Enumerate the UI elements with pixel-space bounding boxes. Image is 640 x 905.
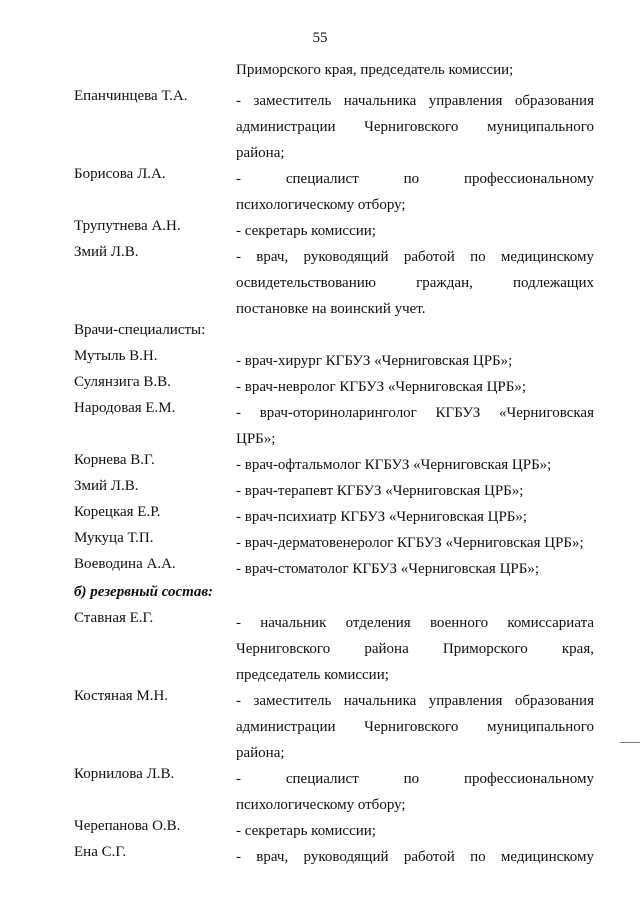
- role-line: - врач-терапевт КГБУЗ «Черниговская ЦРБ»;: [236, 483, 524, 499]
- person-role: [236, 504, 594, 530]
- person-name: Корнева В.Г.: [74, 452, 155, 468]
- role-line: - врач-невролог КГБУЗ «Черниговская ЦРБ»;: [236, 379, 527, 395]
- role-line: района;: [236, 745, 285, 761]
- person-role: [236, 610, 594, 688]
- role-line: психологическому отбору;: [236, 797, 406, 813]
- person-name: Трупутнева А.Н.: [74, 218, 181, 234]
- person-role: [236, 348, 594, 374]
- role-line: психологическому отбору;: [236, 197, 406, 213]
- reserve-heading: б) резервный состав:: [74, 584, 214, 600]
- role-line: - секретарь комиссии;: [236, 823, 376, 839]
- role-line: - начальник отделения военного комиссариата: [236, 615, 594, 631]
- role-line: администрации Черниговского муниципального: [236, 119, 594, 135]
- person-name: Сулянзига В.В.: [74, 374, 171, 390]
- role-line: района;: [236, 145, 285, 161]
- role-line: - врач-стоматолог КГБУЗ «Черниговская ЦРБ»;: [236, 561, 540, 577]
- role-line: - специалист по профессиональному: [236, 771, 594, 787]
- person-name: Народовая Е.М.: [74, 400, 176, 416]
- person-name: Борисова Л.А.: [74, 166, 166, 182]
- person-role: [236, 88, 594, 166]
- person-role: [236, 556, 594, 582]
- role-line: Черниговского района Приморского края,: [236, 641, 594, 657]
- role-line: - врач, руководящий работой по медицинскому: [236, 849, 594, 865]
- person-name: Епанчинцева Т.А.: [74, 88, 188, 104]
- role-line: - врач-оториноларинголог КГБУЗ «Черниговская: [236, 405, 594, 421]
- role-line: - врач-офтальмолог КГБУЗ «Черниговская ЦРБ»;: [236, 457, 552, 473]
- person-name: Воеводина А.А.: [74, 556, 176, 572]
- person-role: [236, 374, 594, 400]
- role-line: администрации Черниговского муниципального: [236, 719, 594, 735]
- role-line: - заместитель начальника управления образования: [236, 93, 594, 109]
- person-name: Корнилова Л.В.: [74, 766, 175, 782]
- person-role: [236, 166, 594, 218]
- role-line: ЦРБ»;: [236, 431, 276, 447]
- doctors-heading: Врачи-специалисты:: [74, 322, 206, 338]
- person-name: Ставная Е.Г.: [74, 610, 154, 626]
- person-name: Змий Л.В.: [74, 478, 139, 494]
- person-name: Ена С.Г.: [74, 844, 127, 860]
- role-line: освидетельствованию граждан, подлежащих: [236, 275, 594, 291]
- person-role: [236, 818, 594, 844]
- person-name: Мутыль В.Н.: [74, 348, 158, 364]
- person-name: Змий Л.В.: [74, 244, 139, 260]
- role-line: - врач-дерматовенеролог КГБУЗ «Черниговская ЦРБ»;: [236, 535, 584, 551]
- person-role: [236, 218, 594, 244]
- person-name: Корецкая Е.Р.: [74, 504, 161, 520]
- person-role: [236, 478, 594, 504]
- continuation-line: Приморского края, председатель комиссии;: [236, 62, 514, 78]
- role-line: - секретарь комиссии;: [236, 223, 376, 239]
- person-role: [236, 844, 594, 870]
- page-number: 55: [312, 30, 328, 46]
- role-line: председатель комиссии;: [236, 667, 389, 683]
- role-line: - врач, руководящий работой по медицинскому: [236, 249, 594, 265]
- person-role: [236, 766, 594, 818]
- person-role: [236, 530, 594, 556]
- person-name: Мукуца Т.П.: [74, 530, 154, 546]
- person-role: [236, 244, 594, 322]
- role-line: постановке на воинский учет.: [236, 301, 426, 317]
- margin-mark: [620, 742, 640, 743]
- person-role: [236, 452, 594, 478]
- role-line: - врач-хирург КГБУЗ «Черниговская ЦРБ»;: [236, 353, 513, 369]
- role-line: - заместитель начальника управления образования: [236, 693, 594, 709]
- person-name: Черепанова О.В.: [74, 818, 181, 834]
- role-line: - врач-психиатр КГБУЗ «Черниговская ЦРБ»;: [236, 509, 528, 525]
- person-name: Костяная М.Н.: [74, 688, 169, 704]
- role-line: - специалист по профессиональному: [236, 171, 594, 187]
- person-role: [236, 688, 594, 766]
- person-role: [236, 400, 594, 452]
